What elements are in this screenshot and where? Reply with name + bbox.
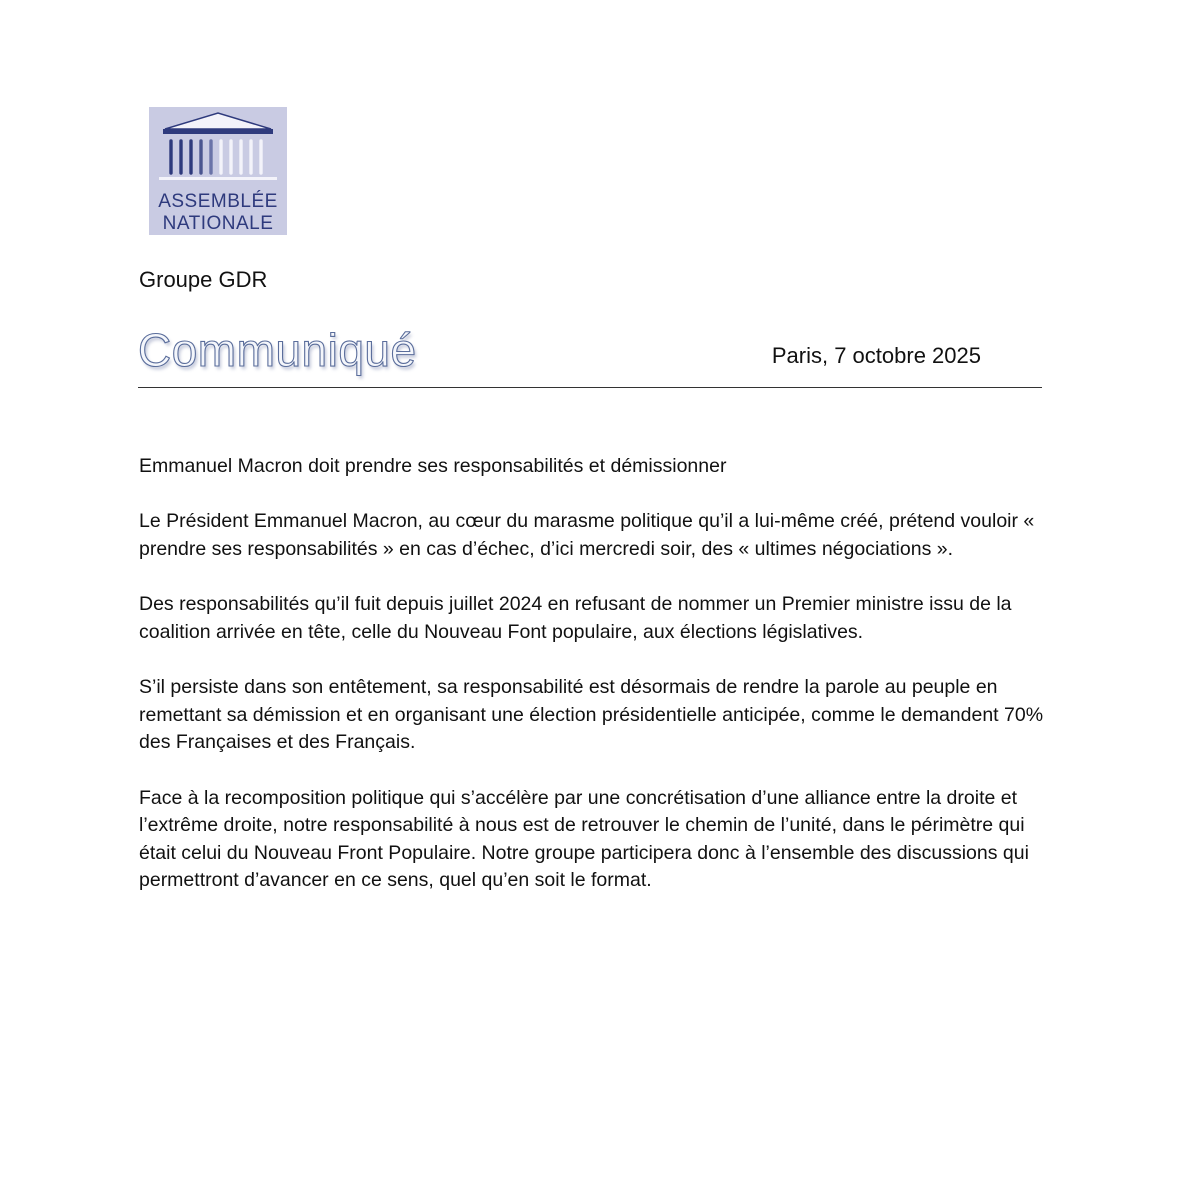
body-paragraph: S’il persiste dans son entêtement, sa responsabilité est désormais de rendre la parole au peuple en remettant sa démission et en organisant une élection présidentielle anticipée, comme le demandent 70% des Françaises et des Français. (139, 676, 1044, 753)
press-release-body (139, 508, 1045, 923)
document-type-title: Communiqué (138, 324, 417, 376)
document-date: Paris, 7 octobre 2025 (771, 343, 981, 368)
assemblee-nationale-logo (149, 107, 287, 235)
logo-line-2: NATIONALE (162, 213, 274, 234)
body-paragraph: Le Président Emmanuel Macron, au cœur du marasme politique qu’il a lui-même créé, prétend vouloir « prendre ses responsabilités » en cas d’échec, d’ici mercredi soir, des « ultimes négociations ». (139, 510, 1035, 560)
body-paragraph: Face à la recomposition politique qui s’accélère par une concrétisation d’une alliance entre la droite et l’extrême droite, notre responsabilité à nous est de retrouver le chemin de l’unité, dans le périmètre qui était celui du Nouveau Front Populaire. Notre groupe participera donc à l’ensemble des discussions qui permettront d’avancer en ce sens, quel qu’en soit le format. (139, 786, 1029, 891)
header-divider (138, 387, 1042, 388)
body-paragraph: Des responsabilités qu’il fuit depuis juillet 2024 en refusant de nommer un Premier ministre issu de la coalition arrivée en tête, celle du Nouveau Font populaire, aux élections législatives. (139, 593, 1012, 643)
press-release-headline: Emmanuel Macron doit prendre ses responsabilités et démissionner (139, 455, 727, 477)
group-name: Groupe GDR (139, 267, 268, 292)
logo-line-1: ASSEMBLÉE (158, 191, 278, 212)
